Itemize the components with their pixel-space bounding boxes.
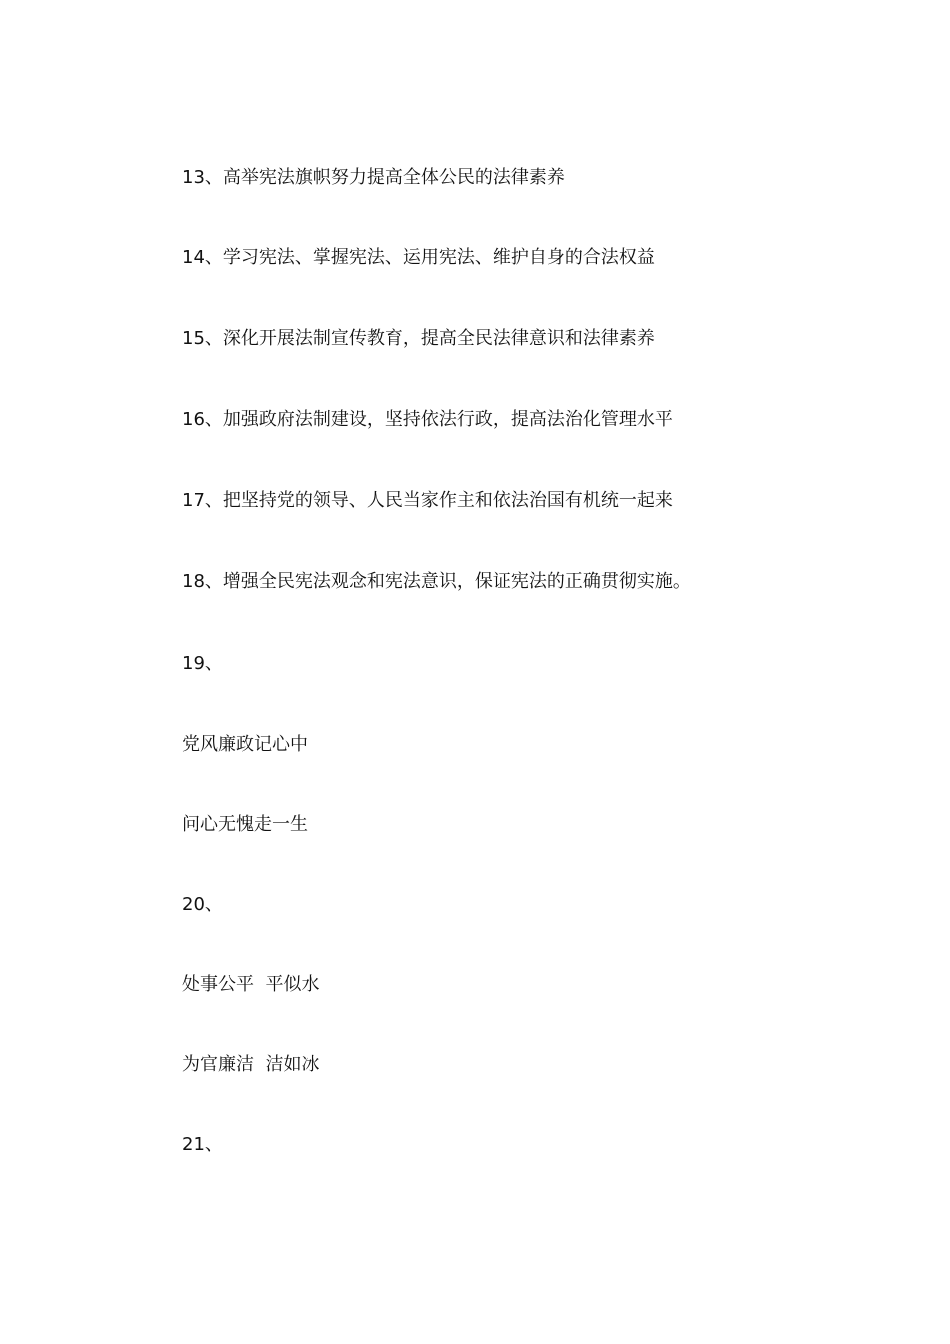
slogan-17: 17、把坚持党的领导、人民当家作主和依法治国有机统一起来: [182, 490, 673, 511]
slogan-19-line-1: 党风廉政记心中: [182, 734, 308, 755]
slogan-20-line-1: 处事公平 平似水: [182, 974, 320, 995]
slogan-21-number: 21、: [182, 1134, 223, 1155]
slogan-19-line-2: 问心无愧走一生: [182, 814, 308, 835]
slogan-18: 18、增强全民宪法观念和宪法意识，保证宪法的正确贯彻实施。: [182, 571, 691, 592]
slogan-20-line-2: 为官廉洁 洁如冰: [182, 1054, 320, 1075]
slogan-19-number: 19、: [182, 653, 223, 674]
slogan-15: 15、深化开展法制宣传教育，提高全民法律意识和法律素养: [182, 328, 655, 349]
slogan-14: 14、学习宪法、掌握宪法、运用宪法、维护自身的合法权益: [182, 247, 655, 268]
slogan-20-number: 20、: [182, 894, 223, 915]
slogan-13: 13、高举宪法旗帜努力提高全体公民的法律素养: [182, 167, 565, 188]
slogan-16: 16、加强政府法制建设，坚持依法行政，提高法治化管理水平: [182, 409, 673, 430]
